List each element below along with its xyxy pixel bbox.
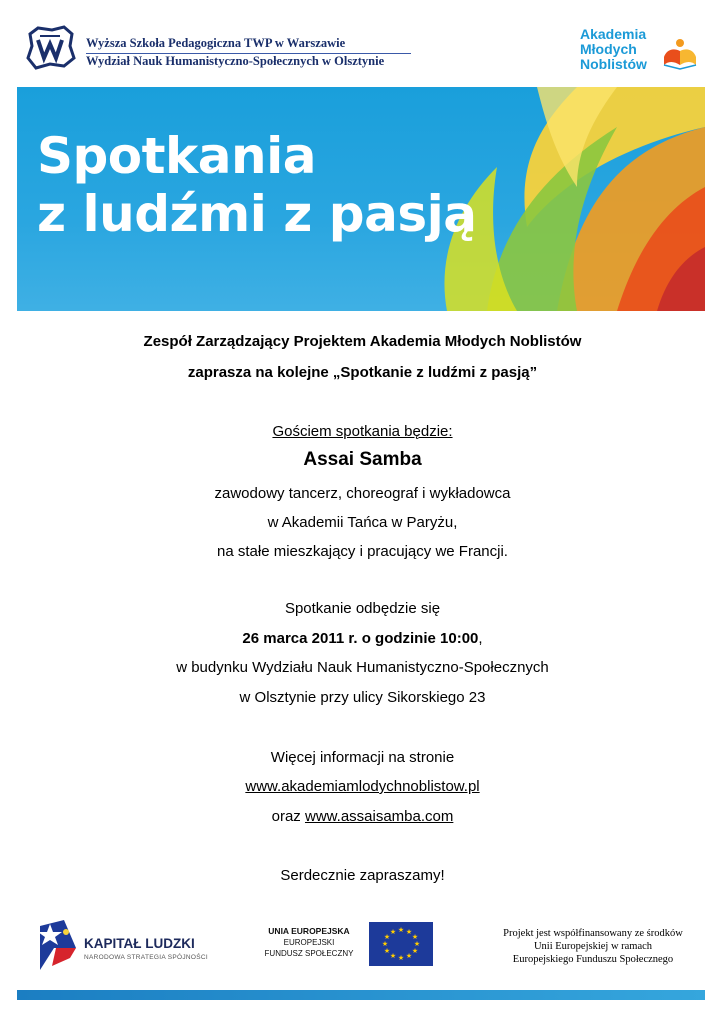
eu-logo [251,908,441,978]
guest-description: na stałe mieszkający i pracujący we Francji. [217,543,508,560]
eu-flag-icon [369,922,433,966]
meeting-address: w Olsztynie przy ulicy Sikorskiego 23 [239,689,486,706]
info-intro: Więcej informacji na stronie [270,749,455,766]
guest-intro: Gościem spotkania będzie: [272,423,453,440]
institution-name: Wyższa Szkoła Pedagogiczna TWP w Warszawie [86,36,346,50]
cofinancing-line: Unii Europejskiej w ramach [533,941,653,952]
website-link[interactable]: www.akademiamlodychnoblistow.pl [245,778,480,795]
svg-text:★: ★ [411,933,419,941]
guest-description: zawodowy tancerz, choreograf i wykładowca [214,485,511,502]
cofinancing-line: Europejskiego Funduszu Społecznego [512,954,674,965]
meeting-date-line [0,630,725,647]
banner-title [37,127,476,243]
eu-fund-line: EUROPEJSKI [283,938,335,947]
meeting-date: 26 marca 2011 r. o godzinie 10:00 [242,630,479,647]
invite-organizer: Zespół Zarządzający Projektem Akademia Młodych Noblistów [143,333,582,350]
svg-text:★: ★ [405,952,413,960]
meeting-intro: Spotkanie odbędzie się [284,600,441,617]
logo-text-line: Młodych [580,41,637,57]
logo-text-line: Noblistów [580,56,647,72]
website-link[interactable]: www.assaisamba.com [304,808,454,825]
svg-text:★: ★ [383,947,391,955]
svg-text:★: ★ [397,954,405,962]
kapital-ludzki-logo [36,918,216,976]
invite-text: zaprasza na kolejne „Spotkanie z ludźmi z pasją” [187,364,538,381]
logo-text-line: Akademia [580,26,647,42]
eu-fund-line: FUNDUSZ SPOŁECZNY [264,949,354,958]
meeting-date-suffix: , [478,630,483,647]
banner-title-line: z ludźmi z pasją [37,185,477,243]
footer-bar [17,990,705,1000]
svg-text:★: ★ [389,952,397,960]
wsp-twp-logo [24,24,76,72]
faculty-name: Wydział Nauk Humanistyczno-Społecznych w Olsztynie [86,54,385,68]
guest-description: w Akademii Tańca w Paryżu, [267,514,458,531]
institution-header [86,34,384,70]
cofinancing-line: Projekt jest współfinansowany ze środków [503,928,683,939]
closing-text: Serdecznie zapraszamy! [280,867,445,884]
or-text: oraz [271,808,305,825]
banner-title-line: Spotkania [37,127,317,185]
second-website-line [0,808,725,825]
eu-name: UNIA EUROPEJSKA [268,926,350,936]
star-flag-icon [36,918,80,970]
svg-text:★: ★ [383,933,391,941]
book-icon [662,35,698,75]
svg-text:★: ★ [397,926,405,934]
svg-text:★: ★ [389,928,397,936]
svg-text:★: ★ [381,940,389,948]
svg-text:★: ★ [413,940,421,948]
kapital-ludzki-name: KAPITAŁ LUDZKI [84,936,195,951]
cofinancing-note [478,927,708,966]
kapital-ludzki-subtitle: NARODOWA STRATEGIA SPÓJNOŚCI [84,954,208,961]
meeting-place: w budynku Wydziału Nauk Humanistyczno-Społecznych [176,659,549,676]
guest-name: Assai Samba [303,449,422,470]
header-divider [86,53,411,54]
banner [17,87,705,311]
svg-text:★: ★ [405,928,413,936]
akademia-mlodych-noblistow-logo [580,27,700,83]
svg-text:★: ★ [411,947,419,955]
